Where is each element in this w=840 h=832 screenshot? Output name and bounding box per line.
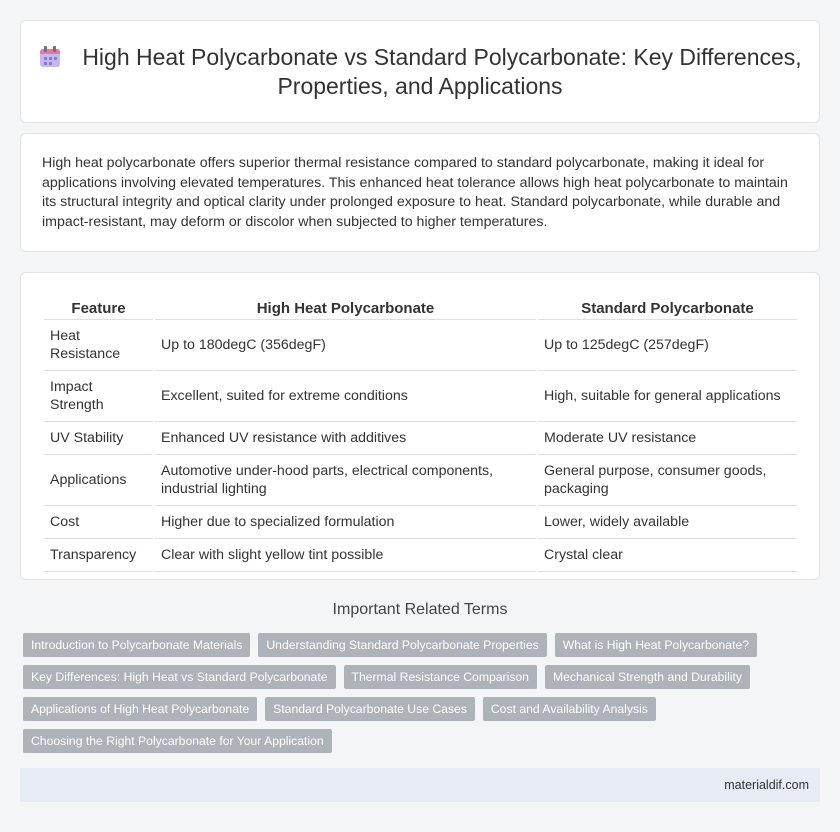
related-term-link[interactable]: What is High Heat Polycarbonate?: [555, 633, 757, 657]
table-cell-feature: UV Stability: [44, 422, 153, 455]
table-cell-feature: Transparency: [44, 539, 153, 572]
intro-card: [20, 133, 820, 252]
related-term-link[interactable]: Understanding Standard Polycarbonate Properties: [258, 633, 546, 657]
table-cell-standard: Lower, widely available: [538, 506, 797, 539]
table-cell-high-heat: Excellent, suited for extreme conditions: [155, 371, 536, 422]
related-term-link[interactable]: Thermal Resistance Comparison: [344, 665, 537, 689]
related-term-link[interactable]: Applications of High Heat Polycarbonate: [23, 697, 257, 721]
table-cell-high-heat: Higher due to specialized formulation: [155, 506, 536, 539]
table-cell-high-heat: Automotive under-hood parts, electrical components, industrial lighting: [155, 455, 536, 506]
table-cell-feature: Applications: [44, 455, 153, 506]
table-cell-standard: General purpose, consumer goods, packaging: [538, 455, 797, 506]
comparison-table: [42, 297, 799, 572]
table-row: [44, 320, 797, 371]
table-cell-feature: Heat Resistance: [44, 320, 153, 371]
table-row: [44, 371, 797, 422]
table-row: [44, 506, 797, 539]
table-cell-feature: Cost: [44, 506, 153, 539]
table-row: [44, 539, 797, 572]
table-cell-standard: Moderate UV resistance: [538, 422, 797, 455]
table-header-row: [44, 297, 797, 320]
related-term-link[interactable]: Mechanical Strength and Durability: [545, 665, 750, 689]
related-term-link[interactable]: Introduction to Polycarbonate Materials: [23, 633, 250, 657]
table-cell-high-heat: Clear with slight yellow tint possible: [155, 539, 536, 572]
related-term-link[interactable]: Standard Polycarbonate Use Cases: [265, 697, 475, 721]
page-title: High Heat Polycarbonate vs Standard Polycarbonate: Key Differences, Properties, and Applications: [82, 44, 802, 99]
related-terms-heading: Important Related Terms: [332, 601, 508, 618]
related-terms-list: [23, 633, 823, 761]
footer: [20, 768, 820, 802]
comparison-card: [20, 272, 820, 580]
table-row: [44, 455, 797, 506]
footer-site-link[interactable]: materialdif.com: [724, 778, 809, 792]
table-cell-high-heat: Enhanced UV resistance with additives: [155, 422, 536, 455]
column-header-standard: Standard Polycarbonate: [538, 297, 797, 320]
table-cell-feature: Impact Strength: [44, 371, 153, 422]
table-cell-standard: High, suitable for general applications: [538, 371, 797, 422]
table-cell-high-heat: Up to 180degC (356degF): [155, 320, 536, 371]
column-header-high-heat: High Heat Polycarbonate: [155, 297, 536, 320]
table-row: [44, 422, 797, 455]
page-title-wrap: [21, 43, 819, 101]
related-term-link[interactable]: Key Differences: High Heat vs Standard Polycarbonate: [23, 665, 336, 689]
related-term-link[interactable]: Choosing the Right Polycarbonate for Your Application: [23, 729, 332, 753]
table-cell-standard: Up to 125degC (257degF): [538, 320, 797, 371]
title-card: [20, 20, 820, 123]
table-cell-standard: Crystal clear: [538, 539, 797, 572]
intro-paragraph: High heat polycarbonate offers superior thermal resistance compared to standard polycarbonate, making it ideal for applications involving elevated temperatures. This enhanced heat tolerance allows high heat polycarbonate to maintain its structural integrity and optical clarity under prolonged exposure to heat. Standard polycarbonate, while durable and impact-resistant, may deform or discolor when subjected to higher temperatures.: [42, 155, 788, 230]
calendar-icon: [38, 45, 60, 67]
related-term-link[interactable]: Cost and Availability Analysis: [483, 697, 656, 721]
column-header-feature: Feature: [44, 297, 153, 320]
